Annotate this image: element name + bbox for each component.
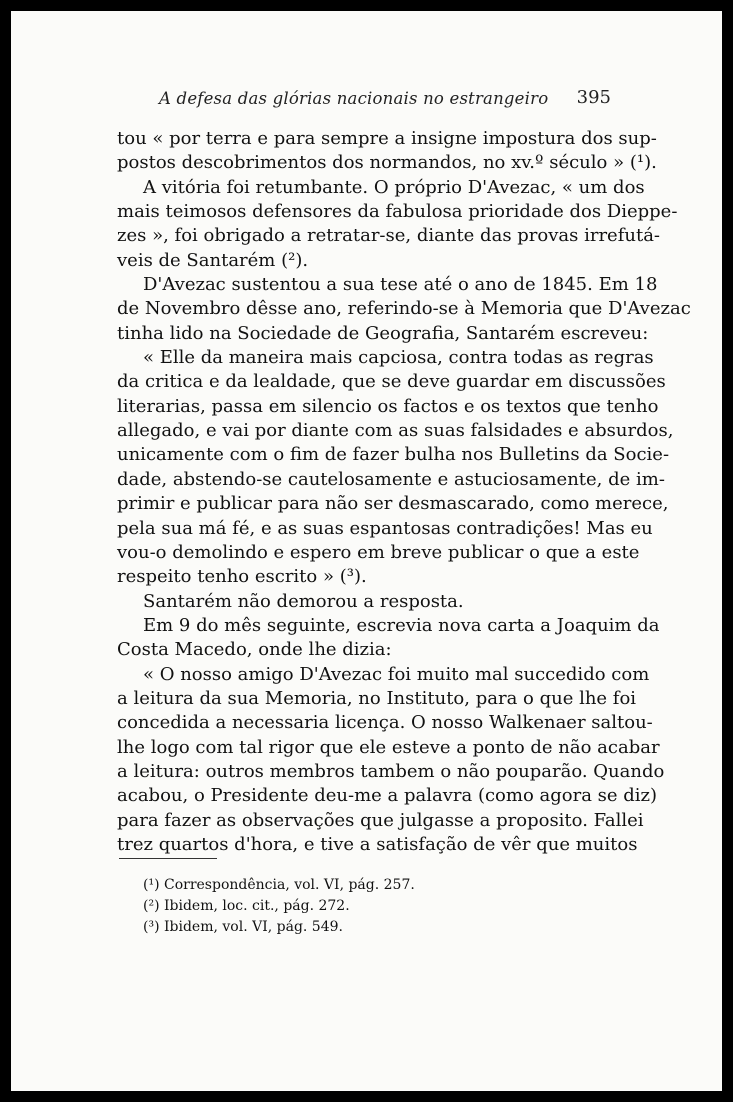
text-line: D'Avezac sustentou a sua tese até o ano de 1845. Em 18 [143, 274, 658, 296]
text-line: acabou, o Presidente deu-me a palavra (como agora se diz) [117, 785, 658, 807]
page-number: 395 [576, 87, 611, 108]
text-line: primir e publicar para não ser desmascarado, como merece, [117, 493, 669, 515]
text-line: lhe logo com tal rigor que ele esteve a ponto de não acabar [117, 736, 660, 758]
text-line: literarias, passa em silencio os factos e os textos que tenho [117, 395, 659, 417]
body-text [117, 127, 691, 857]
running-title: A defesa das glórias nacionais no estrangeiro [159, 89, 549, 108]
text-line: allegado, e vai por diante com as suas falsidades e absurdos, [117, 420, 674, 442]
footnote-separator [119, 858, 217, 859]
text-line: dade, abstendo-se cautelosamente e astuciosamente, de im- [117, 468, 665, 490]
text-line: pela sua má fé, e as suas espantosas contradições! Mas eu [117, 517, 653, 539]
text-line: unicamente com o fim de fazer bulha nos Bulletins da Socie- [117, 444, 670, 466]
text-line: para fazer as observações que julgasse a proposito. Fallei [117, 809, 644, 831]
text-line: A vitória foi retumbante. O próprio D'Avezac, « um dos [143, 176, 645, 198]
text-line: « Elle da maneira mais capciosa, contra todas as regras [143, 347, 654, 369]
footnote: (¹) Correspondência, vol. VI, pág. 257. [143, 877, 415, 893]
text-line: postos descobrimentos dos normandos, no xv.º século » (¹). [117, 152, 657, 174]
text-line: mais teimosos defensores da fabulosa prioridade dos Dieppe- [117, 201, 678, 223]
footnote: (²) Ibidem, loc. cit., pág. 272. [143, 898, 350, 914]
text-line: de Novembro dêsse ano, referindo-se à Memoria que D'Avezac [117, 298, 691, 320]
text-line: trez quartos d'hora, e tive a satisfação de vêr que muitos [117, 833, 638, 855]
text-line: tinha lido na Sociedade de Geografia, Santarém escreveu: [117, 322, 649, 344]
text-line: tou « por terra e para sempre a insigne impostura dos sup- [117, 128, 657, 149]
text-line: zes », foi obrigado a retratar-se, diante das provas irrefutá- [117, 225, 661, 247]
text-line: veis de Santarém (²). [117, 249, 309, 271]
footnote: (³) Ibidem, vol. VI, pág. 549. [143, 919, 343, 935]
text-line: Costa Macedo, onde lhe dizia: [117, 639, 392, 661]
book-page [11, 11, 722, 1091]
footnotes [143, 875, 463, 938]
text-line: Em 9 do mês seguinte, escrevia nova carta a Joaquim da [143, 614, 660, 636]
text-line: respeito tenho escrito » (³). [117, 566, 367, 588]
text-line: vou-o demolindo e espero em breve publicar o que a este [117, 541, 640, 563]
text-line: « O nosso amigo D'Avezac foi muito mal succedido com [143, 663, 650, 685]
text-line: a leitura: outros membros tambem o não pouparão. Quando [117, 760, 665, 782]
page-header [159, 89, 611, 113]
text-line: da critica e da lealdade, que se deve guardar em discussões [117, 371, 666, 393]
text-line: concedida a necessaria licença. O nosso Walkenaer saltou- [117, 712, 653, 734]
text-line: Santarém não demorou a resposta. [143, 590, 464, 612]
text-line: a leitura da sua Memoria, no Instituto, para o que lhe foi [117, 687, 637, 709]
